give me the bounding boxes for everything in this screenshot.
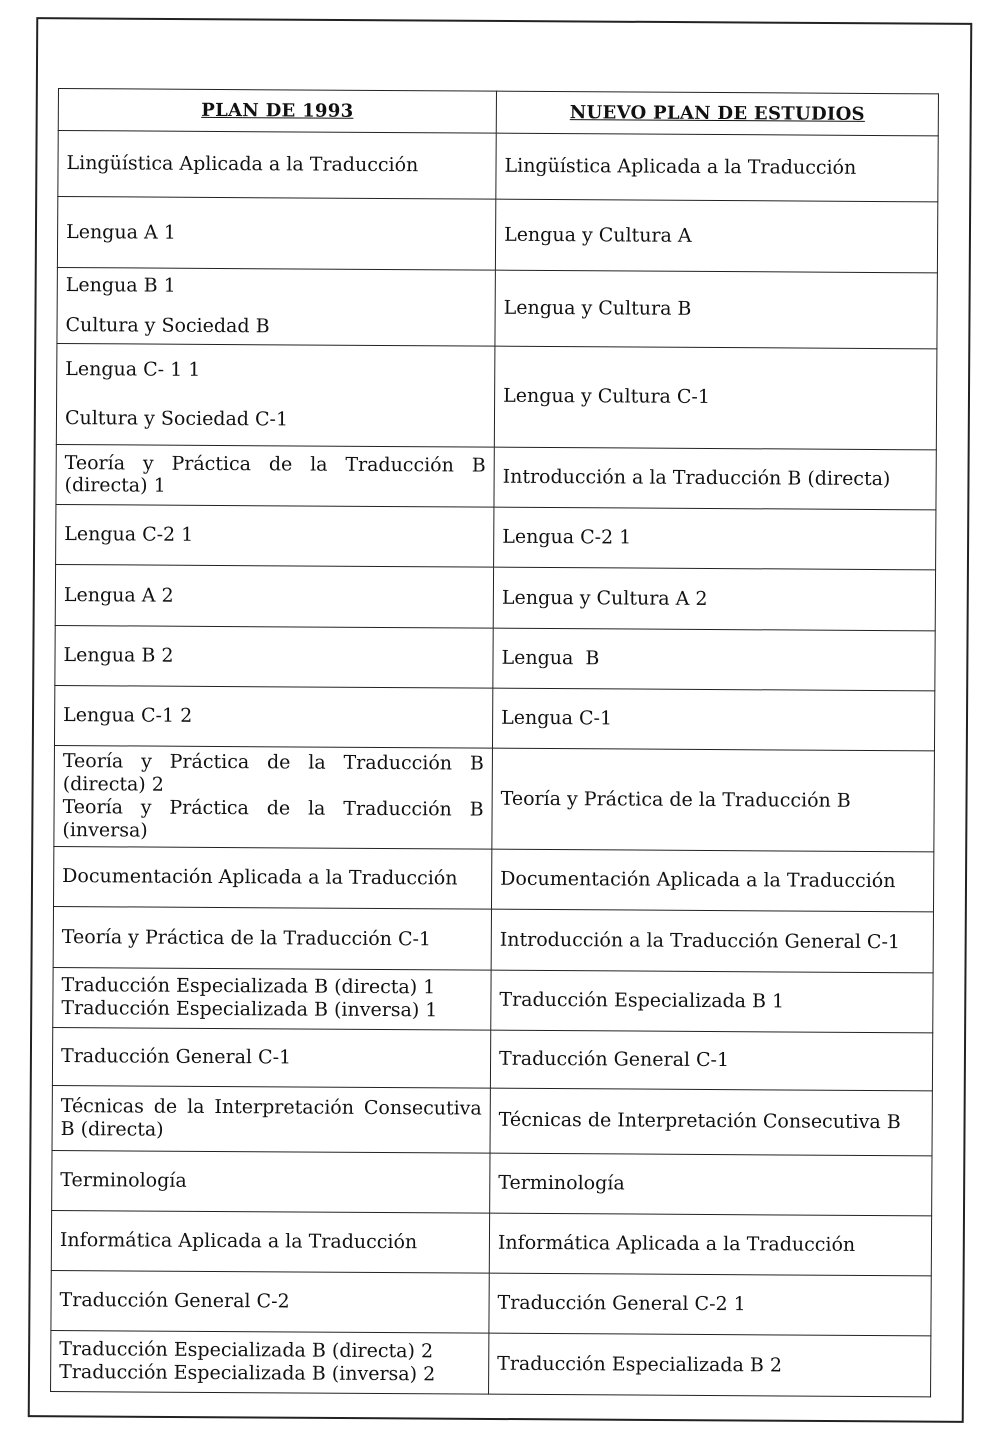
old-plan-text: Lengua A 1 xyxy=(66,220,176,244)
old-plan-cell xyxy=(53,846,491,909)
old-plan-cell xyxy=(56,344,495,447)
old-plan-cell xyxy=(54,746,493,849)
old-plan-text: Lengua B 2 xyxy=(63,643,174,667)
old-plan-cell xyxy=(51,1271,489,1334)
old-plan-cell xyxy=(53,907,491,970)
new-plan-cell: Técnicas de Interpretación Consecutiva B xyxy=(490,1088,932,1155)
table-row xyxy=(51,1271,931,1337)
new-plan-cell: Lengua y Cultura B xyxy=(495,270,937,349)
table-row xyxy=(53,846,933,912)
old-plan-text: Informática Aplicada a la Traducción xyxy=(59,1229,418,1254)
table-header-row xyxy=(58,89,938,136)
new-plan-cell: Lengua y Cultura A xyxy=(495,200,937,273)
new-plan-cell: Lengua C-2 1 xyxy=(494,507,936,570)
table-row xyxy=(56,344,937,450)
table-row xyxy=(54,746,935,852)
old-plan-text: Lingüística Aplicada a la Traducción xyxy=(66,152,419,177)
old-plan-text: Cultura y Sociedad B xyxy=(65,314,270,338)
new-plan-cell: Teoría y Práctica de la Traducción B xyxy=(492,748,935,851)
table-row xyxy=(53,967,933,1033)
new-plan-cell: Informática Aplicada a la Traducción xyxy=(489,1213,931,1276)
old-plan-text: Traducción General C-2 xyxy=(59,1289,290,1313)
new-plan-cell: Terminología xyxy=(490,1153,932,1216)
table-row xyxy=(52,1150,932,1216)
new-plan-cell: Traducción Especializada B 2 xyxy=(489,1334,931,1397)
header-old-plan: PLAN DE 1993 xyxy=(58,89,496,134)
old-plan-cell xyxy=(52,1027,490,1088)
old-plan-text: Lengua C-1 2 xyxy=(63,704,193,727)
header-new-plan: NUEVO PLAN DE ESTUDIOS xyxy=(496,91,938,136)
old-plan-cell xyxy=(55,565,493,628)
old-plan-cell xyxy=(57,197,495,270)
old-plan-text: Documentación Aplicada a la Traducción xyxy=(62,865,458,890)
table-row xyxy=(55,625,935,691)
old-plan-cell xyxy=(58,131,496,200)
old-plan-text: Traducción Especializada B (directa) 1 xyxy=(61,974,436,999)
new-plan-cell: Lingüística Aplicada a la Traducción xyxy=(496,133,938,202)
new-plan-cell: Lengua y Cultura C-1 xyxy=(494,346,937,449)
new-plan-cell: Documentación Aplicada a la Traducción xyxy=(491,849,933,912)
old-plan-text: Teoría y Práctica de la Traducción B xyxy=(64,451,486,477)
table-row xyxy=(58,131,938,203)
table-row xyxy=(52,1086,932,1156)
new-plan-cell: Traducción Especializada B 1 xyxy=(491,970,933,1033)
old-plan-text: Teoría y Práctica de la Traducción B xyxy=(62,796,484,821)
old-plan-text: Lengua C-2 1 xyxy=(64,523,194,547)
old-plan-text: Teoría y Práctica de la Traducción B xyxy=(62,750,484,776)
old-plan-cell xyxy=(56,504,494,567)
old-plan-text: (inversa) xyxy=(62,818,148,842)
table-row xyxy=(54,685,934,751)
new-plan-cell: Lengua C-1 xyxy=(492,688,934,751)
new-plan-cell: Introducción a la Traducción General C-1 xyxy=(491,909,933,972)
new-plan-cell: Traducción General C-1 xyxy=(490,1030,932,1091)
old-plan-text: Traducción Especializada B (inversa) 1 xyxy=(61,997,438,1022)
table-row xyxy=(56,444,936,510)
table-row xyxy=(57,267,937,349)
new-plan-cell: Lengua y Cultura A 2 xyxy=(493,567,935,630)
old-plan-cell xyxy=(57,267,495,346)
table-row xyxy=(55,565,935,631)
old-plan-cell xyxy=(53,967,491,1030)
old-plan-text: Lengua A 2 xyxy=(63,583,174,607)
table-row xyxy=(57,197,937,273)
old-plan-text: Teoría y Práctica de la Traducción C-1 xyxy=(61,925,432,950)
old-plan-text: (directa) 1 xyxy=(64,474,166,497)
old-plan-text: Técnicas de la Interpretación Consecutiva xyxy=(60,1095,482,1120)
old-plan-cell xyxy=(52,1086,490,1153)
old-plan-text: Cultura y Sociedad C-1 xyxy=(64,406,289,431)
old-plan-text: Traducción Especializada B (inversa) 2 xyxy=(59,1361,436,1386)
old-plan-cell xyxy=(51,1210,489,1273)
table-row xyxy=(56,504,936,570)
old-plan-text: Lengua B 1 xyxy=(65,273,176,297)
old-plan-cell xyxy=(55,625,493,688)
new-plan-cell: Traducción General C-2 1 xyxy=(489,1273,931,1336)
table-row xyxy=(53,907,933,973)
old-plan-cell xyxy=(51,1331,489,1394)
old-plan-text: B (directa) xyxy=(60,1117,164,1141)
old-plan-cell xyxy=(54,685,492,748)
old-plan-cell xyxy=(52,1150,490,1213)
table-row xyxy=(51,1210,931,1276)
old-plan-text: Lengua C- 1 1 xyxy=(65,358,201,381)
new-plan-cell: Introducción a la Traducción B (directa) xyxy=(494,447,936,510)
old-plan-text: Traducción General C-1 xyxy=(61,1045,292,1069)
old-plan-text: (directa) 2 xyxy=(62,773,164,796)
new-plan-cell: Lengua B xyxy=(493,628,935,691)
study-plan-comparison-table xyxy=(50,88,939,1397)
table-row xyxy=(51,1331,931,1397)
old-plan-text: Terminología xyxy=(60,1168,187,1192)
table-row xyxy=(52,1027,932,1091)
old-plan-cell xyxy=(56,444,494,507)
old-plan-text: Traducción Especializada B (directa) 2 xyxy=(59,1338,434,1363)
